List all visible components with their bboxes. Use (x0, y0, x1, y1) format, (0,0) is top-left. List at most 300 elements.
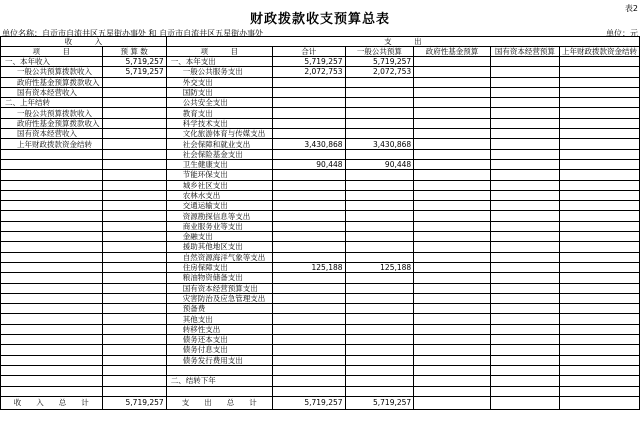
income-item: 一般公共预算拨款收入 (1, 108, 103, 118)
table-cell (414, 67, 491, 77)
expense-total-value (272, 252, 345, 262)
table-cell (490, 242, 559, 252)
table-row (1, 149, 640, 159)
table-cell (414, 396, 491, 409)
expense-item: 社会保障和就业支出 (166, 139, 272, 149)
table-cell (490, 180, 559, 190)
table-cell (490, 77, 559, 87)
table-cell (490, 139, 559, 149)
income-budget-value (102, 180, 166, 190)
income-budget-value: 5,719,257 (102, 57, 166, 67)
income-total-label: 收 入 总 计 (1, 396, 103, 409)
table-cell (559, 87, 639, 97)
table-cell (559, 314, 639, 324)
table-cell (414, 262, 491, 272)
table-row (1, 242, 640, 252)
expense-general-value (345, 201, 414, 211)
income-item: 上年财政拨款资金结转 (1, 139, 103, 149)
expense-total-value (272, 77, 345, 87)
income-budget-value (102, 335, 166, 345)
table-cell (414, 376, 491, 386)
table-row (1, 77, 640, 87)
expense-total-value (272, 242, 345, 252)
expense-total-value (272, 345, 345, 355)
expense-general-value (345, 129, 414, 139)
table-cell (490, 252, 559, 262)
table-cell (490, 159, 559, 169)
expense-total-value: 2,072,753 (272, 67, 345, 77)
expense-item: 商业服务业等支出 (166, 221, 272, 231)
expense-general-value (345, 355, 414, 365)
expense-item (166, 365, 272, 375)
table-cell (490, 87, 559, 97)
table-cell (559, 170, 639, 180)
table-cell (414, 221, 491, 231)
expense-total-value (272, 355, 345, 365)
income-item (1, 242, 103, 252)
expense-general-total: 5,719,257 (345, 396, 414, 409)
expense-general-value (345, 293, 414, 303)
table-cell (414, 324, 491, 334)
table-cell (559, 273, 639, 283)
table-cell (414, 232, 491, 242)
income-budget-value (102, 293, 166, 303)
table-cell (490, 283, 559, 293)
expense-total-label: 支 出 总 计 (166, 396, 272, 409)
table-cell (490, 396, 559, 409)
expense-total-value (272, 324, 345, 334)
expense-total-value (272, 180, 345, 190)
table-cell (414, 273, 491, 283)
table-cell (559, 67, 639, 77)
table-cell (414, 180, 491, 190)
income-item-header: 项 目 (1, 47, 103, 57)
income-budget-value (102, 324, 166, 334)
table-cell (559, 345, 639, 355)
table-row (1, 67, 640, 77)
income-budget-value (102, 87, 166, 97)
table-cell (414, 118, 491, 128)
expense-item: 交通运输支出 (166, 201, 272, 211)
table-cell (414, 365, 491, 375)
table-row (1, 159, 640, 169)
income-header: 收 入 (1, 37, 167, 47)
general-budget-header: 一般公共预算 (345, 47, 414, 57)
table-cell (490, 232, 559, 242)
income-budget-value (102, 221, 166, 231)
income-item (1, 252, 103, 262)
table-cell (559, 139, 639, 149)
table-cell (559, 304, 639, 314)
income-item: 国有资本经营收入 (1, 129, 103, 139)
last-year-carryover-header: 上年财政拨款资金结转 (559, 47, 639, 57)
table-row (1, 129, 640, 139)
income-budget-value (102, 201, 166, 211)
income-item (1, 211, 103, 221)
table-cell (490, 108, 559, 118)
income-budget-value (102, 159, 166, 169)
table-cell (490, 376, 559, 386)
table-cell (490, 293, 559, 303)
table-cell (490, 314, 559, 324)
income-budget-value (102, 252, 166, 262)
expense-general-value (345, 273, 414, 283)
table-row (1, 190, 640, 200)
income-total-value: 5,719,257 (102, 396, 166, 409)
expense-general-value (345, 211, 414, 221)
expense-total-value: 125,188 (272, 262, 345, 272)
table-cell (490, 201, 559, 211)
table-cell (414, 170, 491, 180)
expense-general-value (345, 98, 414, 108)
table-row (1, 232, 640, 242)
expense-item: 农林水支出 (166, 190, 272, 200)
table-row (1, 355, 640, 365)
expense-item: 援助其他地区支出 (166, 242, 272, 252)
income-item (1, 170, 103, 180)
income-item (1, 365, 103, 375)
expense-general-value: 5,719,257 (345, 57, 414, 67)
table-cell (559, 159, 639, 169)
expense-general-value (345, 283, 414, 293)
income-item (1, 221, 103, 231)
income-budget-value (102, 242, 166, 252)
expense-total-value (272, 232, 345, 242)
expense-general-value (345, 314, 414, 324)
table-cell (414, 129, 491, 139)
expense-general-value (345, 386, 414, 396)
table-cell (559, 283, 639, 293)
income-item: 政府性基金预算拨款收入 (1, 77, 103, 87)
table-row (1, 365, 640, 375)
table-cell (414, 77, 491, 87)
expense-general-value (345, 180, 414, 190)
table-cell (414, 201, 491, 211)
expense-general-value (345, 304, 414, 314)
table-cell (414, 211, 491, 221)
table-cell (490, 57, 559, 67)
expense-general-value: 3,430,868 (345, 139, 414, 149)
table-cell (414, 149, 491, 159)
table-cell (559, 98, 639, 108)
expense-total-value (272, 149, 345, 159)
income-budget-value (102, 365, 166, 375)
table-cell (490, 221, 559, 231)
expense-total-value: 5,719,257 (272, 396, 345, 409)
income-budget-value (102, 262, 166, 272)
expense-item (166, 386, 272, 396)
table-row (1, 139, 640, 149)
table-row (1, 293, 640, 303)
expense-total-value (272, 170, 345, 180)
table-row (1, 376, 640, 386)
income-budget-value (102, 139, 166, 149)
table-row (1, 170, 640, 180)
income-item (1, 159, 103, 169)
expense-general-value: 125,188 (345, 262, 414, 272)
table-cell (414, 98, 491, 108)
income-budget-value (102, 304, 166, 314)
table-row (1, 304, 640, 314)
expense-item: 科学技术支出 (166, 118, 272, 128)
expense-item-header: 项 目 (166, 47, 272, 57)
expense-item: 资源勘探信息等支出 (166, 211, 272, 221)
income-budget-value (102, 355, 166, 365)
expense-total-value (272, 211, 345, 221)
expense-item: 城乡社区支出 (166, 180, 272, 190)
table-cell (559, 232, 639, 242)
expense-item: 其他支出 (166, 314, 272, 324)
table-cell (559, 396, 639, 409)
income-item (1, 345, 103, 355)
income-item (1, 293, 103, 303)
table-cell (559, 335, 639, 345)
table-cell (414, 159, 491, 169)
expense-total-value: 3,430,868 (272, 139, 345, 149)
income-budget-value (102, 283, 166, 293)
table-row (1, 98, 640, 108)
expense-general-value (345, 221, 414, 231)
table-cell (414, 87, 491, 97)
expense-general-value (345, 365, 414, 375)
income-item: 一、本年收入 (1, 57, 103, 67)
income-budget-value (102, 273, 166, 283)
table-cell (490, 262, 559, 272)
income-budget-value (102, 170, 166, 180)
expense-item: 灾害防治及应急管理支出 (166, 293, 272, 303)
expense-item: 一、本年支出 (166, 57, 272, 67)
table-cell (559, 262, 639, 272)
expense-general-value (345, 87, 414, 97)
expense-general-value (345, 324, 414, 334)
table-cell (559, 293, 639, 303)
income-item (1, 304, 103, 314)
expense-total-value (272, 221, 345, 231)
table-cell (559, 149, 639, 159)
expense-item: 国有资本经营预算支出 (166, 283, 272, 293)
table-cell (414, 108, 491, 118)
income-item (1, 190, 103, 200)
expense-total-value (272, 201, 345, 211)
expense-item: 债务还本支出 (166, 335, 272, 345)
expense-general-value (345, 232, 414, 242)
table-cell (490, 190, 559, 200)
table-cell (490, 355, 559, 365)
income-item (1, 262, 103, 272)
expense-item: 一般公共服务支出 (166, 67, 272, 77)
income-budget-value (102, 314, 166, 324)
budget-table (0, 36, 640, 410)
expense-total-value (272, 376, 345, 386)
table-row (1, 345, 640, 355)
income-budget-value (102, 190, 166, 200)
expense-item: 预备费 (166, 304, 272, 314)
table-cell (490, 129, 559, 139)
expense-item: 教育支出 (166, 108, 272, 118)
expense-item: 公共安全支出 (166, 98, 272, 108)
income-item (1, 232, 103, 242)
unit-label: 单位：元 (606, 29, 638, 38)
expense-total-value (272, 129, 345, 139)
expense-item: 外交支出 (166, 77, 272, 87)
income-budget-value (102, 98, 166, 108)
table-cell (490, 98, 559, 108)
expense-item: 自然资源海洋气象等支出 (166, 252, 272, 262)
table-cell (490, 345, 559, 355)
income-budget-value: 5,719,257 (102, 67, 166, 77)
income-item (1, 324, 103, 334)
income-item: 政府性基金预算拨款收入 (1, 118, 103, 128)
expense-total-value (272, 108, 345, 118)
table-cell (559, 386, 639, 396)
expense-total-value (272, 304, 345, 314)
table-cell (559, 77, 639, 87)
expense-item: 二、结转下年 (166, 376, 272, 386)
expense-total-value (272, 273, 345, 283)
table-cell (414, 345, 491, 355)
table-cell (559, 376, 639, 386)
expense-general-value (345, 77, 414, 87)
table-row (1, 314, 640, 324)
expense-general-value (345, 345, 414, 355)
table-cell (490, 67, 559, 77)
table-cell (490, 304, 559, 314)
table-cell (559, 355, 639, 365)
table-row (1, 221, 640, 231)
income-budget-value (102, 376, 166, 386)
expense-general-value (345, 149, 414, 159)
expense-total-value (272, 98, 345, 108)
table-cell (559, 324, 639, 334)
table-row (1, 283, 640, 293)
table-row (1, 386, 640, 396)
unit-name: 单位名称：自贡市自流井区五星街办事处 和 自贡市自流井区五星街办事处 (2, 29, 264, 38)
table-cell (490, 324, 559, 334)
expense-item: 节能环保支出 (166, 170, 272, 180)
expense-general-value (345, 252, 414, 262)
table-cell (414, 335, 491, 345)
table-row (1, 335, 640, 345)
table-row (1, 118, 640, 128)
table-row (1, 324, 640, 334)
table-cell (490, 273, 559, 283)
expense-total-value (272, 335, 345, 345)
income-budget-value (102, 77, 166, 87)
expense-header: 支 出 (166, 37, 639, 47)
table-cell (559, 190, 639, 200)
income-item: 二、上年结转 (1, 98, 103, 108)
expense-item: 卫生健康支出 (166, 159, 272, 169)
table-cell (490, 118, 559, 128)
income-budget-value (102, 232, 166, 242)
expense-general-value: 2,072,753 (345, 67, 414, 77)
expense-item: 社会保险基金支出 (166, 149, 272, 159)
income-item (1, 314, 103, 324)
table-row (1, 273, 640, 283)
expense-general-value (345, 335, 414, 345)
expense-general-value (345, 190, 414, 200)
expense-item: 债务发行费用支出 (166, 355, 272, 365)
income-item (1, 201, 103, 211)
expense-total-value (272, 365, 345, 375)
table-cell (559, 57, 639, 67)
page-title: 财政拨款收支预算总表 (249, 12, 390, 27)
state-capital-header: 国有资本经营预算 (490, 47, 559, 57)
expense-item: 文化旅游体育与传媒支出 (166, 129, 272, 139)
corner-label: 表2 (624, 4, 638, 13)
table-cell (414, 314, 491, 324)
income-budget-value (102, 386, 166, 396)
income-item (1, 180, 103, 190)
expense-total-value (272, 386, 345, 396)
income-item (1, 386, 103, 396)
income-item (1, 355, 103, 365)
table-cell (414, 190, 491, 200)
expense-total-value (272, 118, 345, 128)
table-cell (559, 211, 639, 221)
income-budget-value (102, 118, 166, 128)
table-cell (559, 365, 639, 375)
table-cell (559, 252, 639, 262)
expense-general-value (345, 170, 414, 180)
income-budget-value (102, 345, 166, 355)
expense-total-value: 5,719,257 (272, 57, 345, 67)
expense-general-value (345, 108, 414, 118)
table-row (1, 57, 640, 67)
table-cell (414, 57, 491, 67)
table-cell (559, 201, 639, 211)
expense-total-value (272, 190, 345, 200)
table-cell (559, 129, 639, 139)
table-cell (559, 108, 639, 118)
table-cell (490, 149, 559, 159)
expense-general-value (345, 376, 414, 386)
expense-general-value (345, 118, 414, 128)
table-cell (559, 221, 639, 231)
table-cell (414, 139, 491, 149)
table-cell (490, 365, 559, 375)
income-budget-value (102, 129, 166, 139)
expense-item: 粮油物资储备支出 (166, 273, 272, 283)
expense-total-value (272, 314, 345, 324)
table-cell (490, 386, 559, 396)
budget-header: 预 算 数 (102, 47, 166, 57)
income-item (1, 149, 103, 159)
table-cell (414, 355, 491, 365)
expense-general-value (345, 242, 414, 252)
expense-item: 债务付息支出 (166, 345, 272, 355)
gov-fund-header: 政府性基金预算 (414, 47, 491, 57)
income-item: 国有资本经营收入 (1, 87, 103, 97)
expense-item: 转移性支出 (166, 324, 272, 334)
expense-item: 国防支出 (166, 87, 272, 97)
table-cell (559, 118, 639, 128)
income-item (1, 376, 103, 386)
table-cell (559, 180, 639, 190)
income-budget-value (102, 108, 166, 118)
expense-item: 金融支出 (166, 232, 272, 242)
table-row (1, 108, 640, 118)
income-budget-value (102, 211, 166, 221)
income-budget-value (102, 149, 166, 159)
table-row (1, 87, 640, 97)
table-row (1, 252, 640, 262)
income-item (1, 273, 103, 283)
total-header: 合计 (272, 47, 345, 57)
income-item (1, 283, 103, 293)
table-row (1, 180, 640, 190)
table-cell (414, 242, 491, 252)
